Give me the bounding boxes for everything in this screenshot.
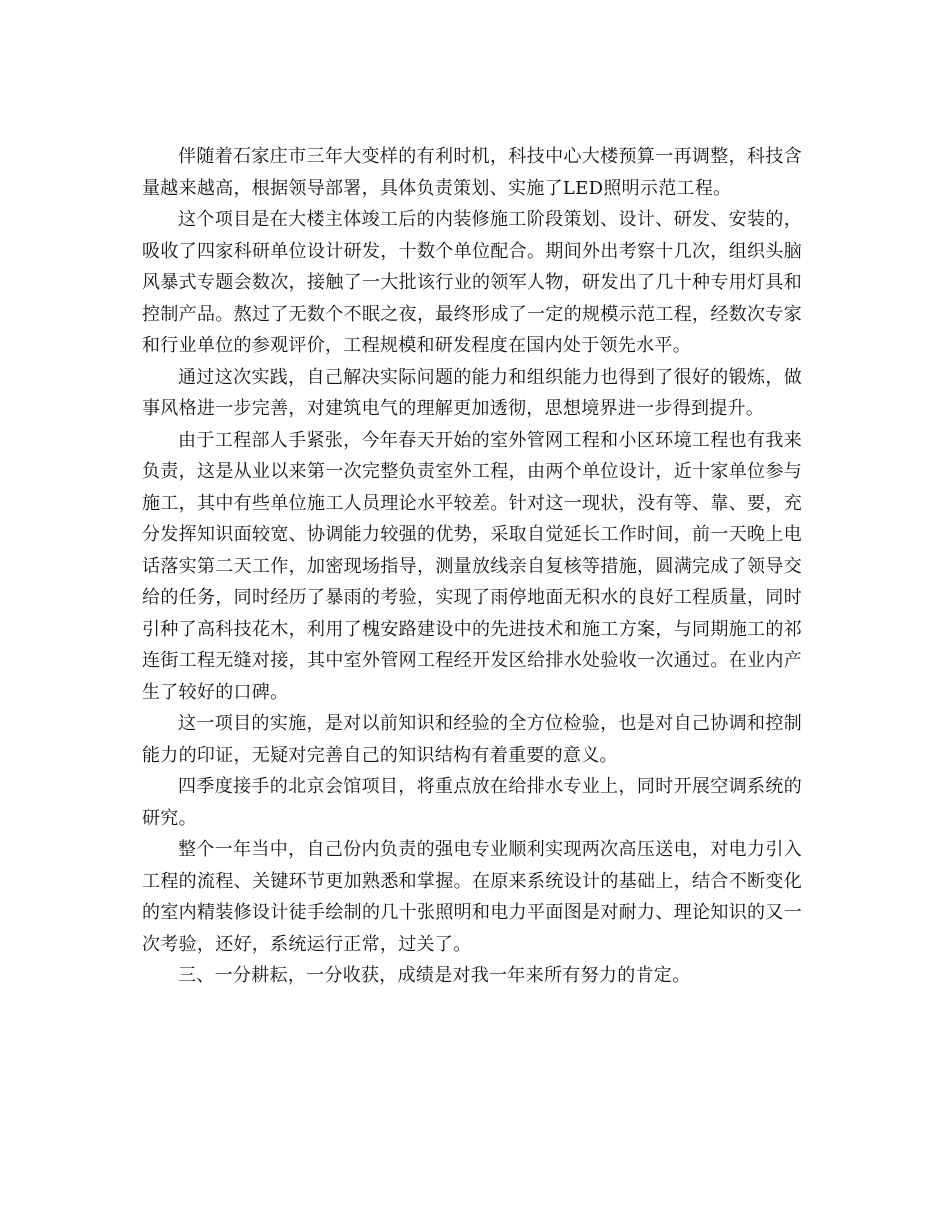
paragraph-section-three: 三、一分耕耘，一分收获，成绩是对我一年来所有努力的肯定。 (178, 965, 691, 986)
document-body (142, 141, 802, 992)
paragraph-beijing-project: 四季度接手的北京会馆项目，将重点放在给排水专业上，同时开展空调系统的研究。 (142, 776, 802, 829)
paragraph-practice-reflection: 通过这次实践，自己解决实际问题的能力和组织能力也得到了很好的锻炼，做事风格进一步完善，对建筑电气的理解更加透彻，思想境界进一步得到提升。 (142, 366, 802, 419)
paragraph-project-significance: 这一项目的实施，是对以前知识和经验的全方位检验，也是对自己协调和控制能力的印证，无疑对完善自己的知识结构有着重要的意义。 (142, 713, 802, 766)
paragraph-outdoor-works: 由于工程部人手紧张，今年春天开始的室外管网工程和小区环境工程也有我来负责，这是从业以来第一次完整负责室外工程，由两个单位设计，近十家单位参与施工，其中有些单位施工人员理论水平较差。针对这一现状，没有等、靠、要，充分发挥知识面较宽、协调能力较强的优势，采取自觉延长工作时间，前一天晚上电话落实第二天工作，加密现场指导，测量放线亲自复核等措施，圆满完成了领导交给的任务，同时经历了暴雨的考验，实现了雨停地面无积水的良好工程质量，同时引种了高科技花木，利用了槐安路建设中的先进技术和施工方案，与同期施工的祁连街工程无缝对接，其中室外管网工程经开发区给排水处验收一次通过。在业内产生了较好的口碑。 (142, 429, 802, 703)
paragraph-project-development: 这个项目是在大楼主体竣工后的内装修施工阶段策划、设计、研发、安装的，吸收了四家科研单位设计研发，十数个单位配合。期间外出考察十几次，组织头脑风暴式专题会数次，接触了一大批该行业的领军人物，研发出了几十种专用灯具和控制产品。熬过了无数个不眠之夜，最终形成了一定的规模示范工程，经数次专家和行业单位的参观评价，工程规模和研发程度在国内处于领先水平。 (142, 209, 802, 356)
paragraph-led-project: 伴随着石家庄市三年大变样的有利时机，科技中心大楼预算一再调整，科技含量越来越高，根据领导部署，具体负责策划、实施了LED照明示范工程。 (142, 146, 802, 199)
paragraph-annual-summary: 整个一年当中，自己份内负责的强电专业顺利实现两次高压送电，对电力引入工程的流程、关键环节更加熟悉和掌握。在原来系统设计的基础上，结合不断变化的室内精装修设计徒手绘制的几十张照明和电力平面图是对耐力、理论知识的又一次考验，还好，系统运行正常，过关了。 (142, 839, 802, 955)
